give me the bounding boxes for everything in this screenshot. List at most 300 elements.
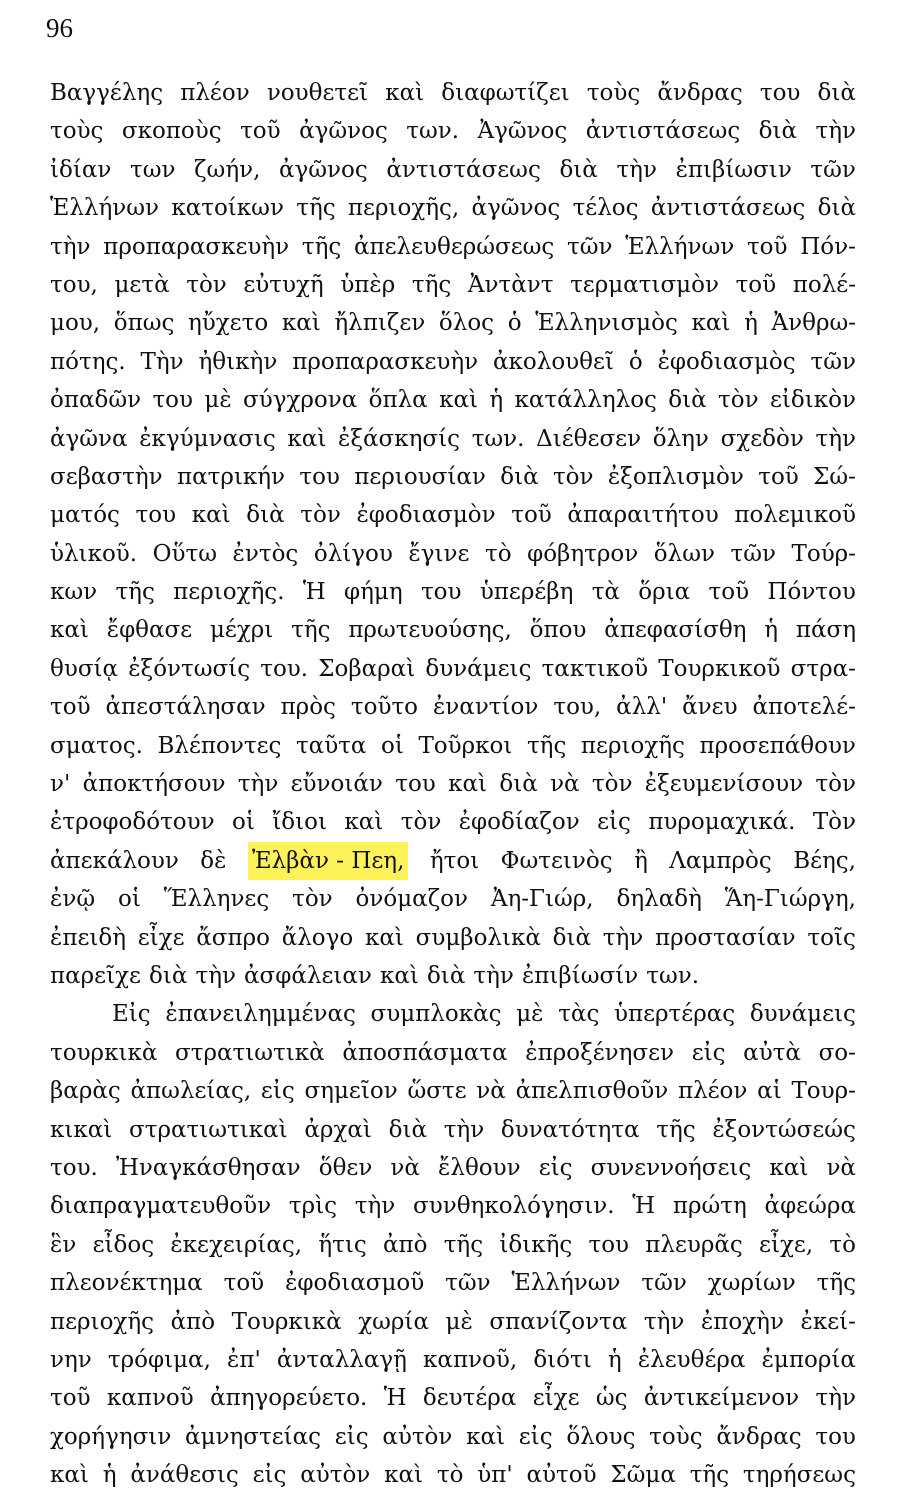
word: των. bbox=[471, 425, 525, 452]
word: αὐτοῦ bbox=[526, 1462, 597, 1489]
text-line bbox=[50, 1034, 856, 1072]
word: διὰ bbox=[388, 1116, 427, 1143]
word: ἀντιστάσεως bbox=[386, 156, 541, 183]
page-number: 96 bbox=[46, 13, 73, 43]
word: Ἡ bbox=[302, 579, 326, 606]
word: φόβητρον bbox=[527, 540, 639, 567]
word: καὶ bbox=[50, 617, 89, 644]
word: τῆς bbox=[115, 579, 155, 606]
word: προπαρασκευὴν bbox=[103, 233, 290, 260]
word: διὰ bbox=[817, 195, 856, 222]
word: Τούρ- bbox=[791, 540, 856, 567]
word: τὴν bbox=[602, 924, 644, 951]
word: κατοίκων bbox=[171, 195, 284, 222]
word: ἢ bbox=[634, 847, 648, 874]
word: εἰς bbox=[538, 1154, 573, 1181]
word: μετὰ bbox=[114, 271, 170, 298]
word: χωρίων bbox=[707, 1270, 796, 1297]
word: ὑλικοῦ. bbox=[50, 540, 138, 567]
word: νὰ bbox=[390, 1154, 420, 1181]
word: καὶ bbox=[50, 1462, 89, 1489]
word: Ἀνθρω- bbox=[771, 310, 856, 337]
word: ἀποκτήσουν bbox=[82, 771, 226, 798]
word: τῶν bbox=[730, 540, 776, 567]
word: ἀπεστάλησαν bbox=[105, 694, 266, 721]
word: τοῖς bbox=[807, 924, 856, 951]
word: ἐφοδιασμοῦ bbox=[285, 1270, 425, 1297]
word: Οὕτω bbox=[152, 540, 217, 567]
word: καὶ bbox=[344, 809, 384, 836]
word: τὴν bbox=[50, 233, 91, 260]
word: καπνοῦ, bbox=[423, 1346, 518, 1373]
word: συνεννοήσεις bbox=[590, 1154, 752, 1181]
word: ὀνόμαζον bbox=[355, 886, 468, 913]
word: αὐτὸν bbox=[382, 1423, 453, 1450]
word: ὅλος bbox=[438, 310, 495, 337]
word: τοῦ bbox=[746, 233, 788, 260]
word: τοῦ bbox=[50, 694, 91, 721]
word: διότι bbox=[533, 1346, 592, 1373]
word: ἄνδρας bbox=[716, 1423, 802, 1450]
word: ἴδιοι bbox=[272, 809, 328, 836]
word: διὰ bbox=[668, 387, 707, 414]
word: ἐτροφοδότουν bbox=[50, 809, 215, 836]
word: του, bbox=[553, 694, 602, 721]
word: ἄλογο bbox=[281, 924, 354, 951]
word: τοῦ bbox=[240, 118, 281, 145]
word: ἰδίαν bbox=[50, 156, 112, 183]
word: ζωήν, bbox=[194, 156, 261, 183]
word: ἐκεχειρίας, bbox=[170, 1231, 303, 1258]
word: ἐπειδὴ bbox=[50, 924, 127, 951]
word: τῶν bbox=[567, 233, 613, 260]
word: καὶ bbox=[466, 1423, 506, 1450]
word: διὰ bbox=[559, 156, 598, 183]
text-line bbox=[50, 650, 856, 688]
word: ἡ bbox=[607, 1346, 622, 1373]
word: δευτέρα bbox=[422, 1385, 517, 1412]
text-line bbox=[50, 535, 856, 573]
word: διὰ bbox=[149, 962, 188, 989]
word: Ἡ bbox=[383, 1385, 407, 1412]
word: Πόν- bbox=[800, 233, 856, 260]
word: ἐναντίον bbox=[432, 694, 539, 721]
word: σματος. bbox=[50, 732, 143, 759]
word: εἰς bbox=[597, 809, 631, 836]
word: ἀντιστάσεως bbox=[585, 118, 741, 145]
word: περιοχῆς bbox=[580, 732, 685, 759]
word: Ἀη-Γιώρ, bbox=[490, 886, 594, 913]
word: τρόφιμα, bbox=[107, 1346, 211, 1373]
text-line bbox=[50, 919, 856, 957]
word: ὁ bbox=[628, 348, 643, 375]
word: σκοποὺς bbox=[121, 118, 222, 145]
word: πολεμικοῦ bbox=[734, 502, 856, 529]
word: ἀποτελέ- bbox=[752, 694, 856, 721]
word: διὰ bbox=[500, 463, 539, 490]
word: ἀγῶνα bbox=[50, 425, 128, 452]
word: οἱ bbox=[381, 732, 404, 759]
word: τὴν bbox=[643, 1308, 685, 1335]
word: περιοχῆς, bbox=[347, 195, 460, 222]
text-line bbox=[50, 496, 856, 534]
word: των bbox=[130, 156, 176, 183]
word: ὅρια bbox=[638, 579, 691, 606]
word: Τουρκικοῦ bbox=[658, 655, 781, 682]
text-line bbox=[50, 880, 856, 918]
word: του bbox=[588, 1231, 630, 1258]
word: φήμη bbox=[343, 579, 403, 606]
word: ἀπηγορεύετο. bbox=[210, 1385, 368, 1412]
word: ὅπου bbox=[529, 617, 587, 644]
word: αἱ bbox=[757, 1078, 782, 1105]
word: ἀρχαὶ bbox=[304, 1116, 372, 1143]
text-line bbox=[50, 1303, 856, 1341]
word: ἀπὸ bbox=[382, 1231, 428, 1258]
word: διὰ bbox=[499, 771, 538, 798]
word: τῶν bbox=[810, 156, 856, 183]
word: τῆς bbox=[291, 617, 331, 644]
word: τῆς bbox=[443, 1231, 484, 1258]
word: ὑπ' bbox=[477, 1462, 513, 1489]
word: προσεπάθουν bbox=[699, 732, 856, 759]
text-line bbox=[50, 1111, 856, 1149]
word: ὅλην bbox=[652, 425, 709, 452]
word: νουθετεῖ bbox=[266, 80, 369, 106]
word: προστασίαν bbox=[654, 924, 796, 951]
word: πλευρᾶς bbox=[645, 1231, 743, 1258]
word: του bbox=[135, 502, 177, 529]
word: των. bbox=[646, 962, 700, 989]
word: τὸν bbox=[591, 771, 633, 798]
word: παρεῖχε bbox=[50, 962, 141, 989]
word: ἐπροξένησεν bbox=[525, 1039, 675, 1066]
text-line bbox=[50, 458, 856, 496]
text-line bbox=[50, 151, 856, 189]
word: δυνάμεις bbox=[425, 655, 532, 682]
word: πρωτευούσης, bbox=[348, 617, 512, 644]
word: του, bbox=[50, 271, 98, 298]
word: συμπλοκὰς bbox=[370, 1001, 502, 1028]
word: ἡ bbox=[764, 617, 779, 644]
word: ὀλίγου bbox=[313, 540, 393, 567]
word: τὰ bbox=[591, 579, 620, 606]
word: τοῦ bbox=[708, 579, 750, 606]
word: ἐλευθέρα bbox=[637, 1346, 746, 1373]
text-line bbox=[50, 957, 856, 995]
word: τὸν bbox=[815, 771, 856, 798]
word: του bbox=[815, 1423, 856, 1450]
word: μέχρι bbox=[209, 617, 274, 644]
word: καὶ bbox=[364, 924, 404, 951]
word: ἐφοδιασμὸς bbox=[657, 348, 796, 375]
word: τὴν bbox=[195, 962, 236, 989]
word: ὑπερέβη bbox=[479, 579, 574, 606]
word: τοὺς bbox=[50, 118, 104, 145]
word: τῆς bbox=[816, 1270, 856, 1297]
word: χωρία bbox=[358, 1308, 429, 1335]
word: εὐτυχῆ bbox=[243, 271, 324, 298]
text-line bbox=[50, 1456, 856, 1494]
word: Ἀντὰντ bbox=[467, 271, 554, 298]
word: εἶχε bbox=[532, 1385, 580, 1412]
word: ἀγῶνος bbox=[279, 156, 368, 183]
text-line bbox=[50, 1418, 856, 1456]
word: χορήγησιν bbox=[50, 1423, 172, 1450]
text-line bbox=[50, 189, 856, 227]
word: ἀπελπισθοῦν bbox=[515, 1078, 669, 1105]
word: τὴν bbox=[473, 962, 514, 989]
text-line bbox=[50, 228, 856, 266]
word: ὁ bbox=[507, 310, 522, 337]
word: βαρὰς bbox=[50, 1078, 121, 1105]
word: ἤλπιζεν bbox=[334, 310, 426, 337]
word: ὡς bbox=[595, 1385, 628, 1412]
text-line bbox=[50, 1379, 856, 1417]
word: νην bbox=[50, 1346, 92, 1373]
body-text bbox=[50, 74, 856, 1494]
word: καὶ bbox=[691, 310, 731, 337]
word: τὸν bbox=[718, 387, 759, 414]
word: Τοῦρκοι bbox=[418, 732, 513, 759]
word: τὸν bbox=[300, 502, 341, 529]
word: καπνοῦ bbox=[106, 1385, 194, 1412]
paragraph bbox=[50, 995, 856, 1494]
word: Βέης, bbox=[793, 847, 856, 874]
word: ἀγῶνος bbox=[471, 195, 561, 222]
text-line bbox=[50, 1264, 856, 1302]
word: τῆς bbox=[411, 271, 452, 298]
word: σο- bbox=[818, 1039, 856, 1066]
word: τοῦ bbox=[223, 1270, 265, 1297]
word: καὶ bbox=[281, 310, 321, 337]
word: Σῶμα bbox=[610, 1462, 676, 1489]
word: πλέον bbox=[180, 80, 250, 106]
word: ἀπωλείας, bbox=[130, 1078, 252, 1105]
word: δυνάμεις bbox=[749, 1001, 856, 1028]
word: δυνατότητα bbox=[500, 1116, 640, 1143]
word: πότης. bbox=[50, 348, 126, 375]
word: αὐτὸν bbox=[300, 1462, 371, 1489]
word: κικαὶ bbox=[50, 1116, 113, 1143]
word: ἄσπρο bbox=[196, 924, 270, 951]
word: εἰς bbox=[252, 1462, 287, 1489]
word: ἀφεώρα bbox=[764, 1193, 856, 1220]
word: πατρικήν bbox=[176, 463, 286, 490]
word: ἔλθουν bbox=[438, 1154, 521, 1181]
word: ἐφοδίαζον bbox=[458, 809, 580, 836]
word: τῶν bbox=[641, 1270, 687, 1297]
word: ἀνταλλαγῇ bbox=[276, 1346, 407, 1373]
word: περιοχῆς. bbox=[173, 579, 285, 606]
word: προπαρασκευὴν bbox=[292, 348, 479, 375]
word: αὐτὰ bbox=[743, 1039, 801, 1066]
word: Ἑλληνισμὸς bbox=[535, 310, 678, 337]
word: ἡ bbox=[744, 310, 758, 337]
word: ὅλων bbox=[653, 540, 715, 567]
word: τῶν bbox=[810, 348, 856, 375]
word: ὥστε bbox=[407, 1078, 467, 1105]
word: εὔνοιάν bbox=[290, 771, 383, 798]
word: του bbox=[152, 387, 194, 414]
word: του bbox=[395, 771, 436, 798]
word: Ἅη-Γιώργη, bbox=[724, 886, 856, 913]
text-line bbox=[50, 803, 856, 841]
word: τὴν bbox=[815, 118, 856, 145]
word: ὀπαδῶν bbox=[50, 387, 142, 414]
word: ἔγινε bbox=[408, 540, 470, 567]
word: σύγχρονα bbox=[243, 387, 358, 414]
word: Βαγγέλης bbox=[50, 80, 164, 106]
word: διὰ bbox=[552, 924, 592, 951]
word: του. bbox=[260, 655, 309, 682]
word: ἀπὸ bbox=[170, 1308, 216, 1335]
word: συνθηκολόγησιν. bbox=[413, 1193, 615, 1220]
word: ὅπως bbox=[113, 310, 175, 337]
word: ἐπιβίωσίν bbox=[521, 962, 639, 989]
word: ἡ bbox=[489, 387, 504, 414]
word: εἰς bbox=[518, 1423, 553, 1450]
word: ἀσφάλειαν bbox=[244, 962, 372, 989]
word: ἀπελευθερώσεως bbox=[353, 233, 555, 260]
word: ἐξοντώσεώς bbox=[712, 1116, 856, 1143]
word: καὶ bbox=[769, 1154, 809, 1181]
word: τὸ bbox=[829, 1231, 856, 1258]
word: των. bbox=[406, 118, 460, 145]
word: Ἑλλήνων bbox=[625, 233, 735, 260]
word: κων bbox=[50, 579, 98, 606]
word: ἀντιστάσεως bbox=[650, 195, 806, 222]
word: ἀγῶνος bbox=[299, 118, 388, 145]
word: σχεδὸν bbox=[720, 425, 804, 452]
word: τῆς bbox=[656, 1116, 696, 1143]
word: τακτικοῦ bbox=[541, 655, 649, 682]
word: Ἀγῶνος bbox=[477, 118, 568, 145]
word: Σοβαραὶ bbox=[318, 655, 416, 682]
word: Τὸν bbox=[812, 809, 856, 836]
word: ἠθικὴν bbox=[198, 348, 278, 375]
text-line bbox=[50, 1149, 856, 1187]
word: ἀπεκάλουν bbox=[50, 847, 179, 874]
text-line bbox=[50, 343, 856, 381]
word: διαφωτίζει bbox=[441, 80, 570, 106]
word: τοῦτο bbox=[350, 694, 419, 721]
word: ἐμπορία bbox=[761, 1346, 856, 1373]
word: νὰ bbox=[826, 1154, 856, 1181]
text-line bbox=[50, 611, 856, 649]
word: τὴν bbox=[354, 1193, 396, 1220]
word: ἀμνηστείας bbox=[185, 1423, 322, 1450]
word: καὶ bbox=[385, 80, 425, 106]
text-line bbox=[50, 112, 856, 150]
word: ἐξοπλισμὸν bbox=[607, 463, 744, 490]
word: ἀπαραιτήτου bbox=[567, 502, 719, 529]
word: τὴν bbox=[237, 771, 279, 798]
text-line bbox=[50, 573, 856, 611]
word: πολέ- bbox=[792, 271, 856, 298]
word: Τουρ- bbox=[791, 1078, 856, 1105]
word: τῆς bbox=[526, 732, 567, 759]
text-line bbox=[50, 1072, 856, 1110]
word: τοῦ bbox=[50, 1385, 91, 1412]
word: μὲ bbox=[204, 387, 232, 414]
word: Σώ- bbox=[813, 463, 856, 490]
word: ὅθεν bbox=[318, 1154, 373, 1181]
word: ἀλλ' bbox=[616, 694, 668, 721]
word: του. bbox=[50, 1154, 98, 1181]
word: τέλος bbox=[572, 195, 639, 222]
word: Πόντου bbox=[767, 579, 856, 606]
word: τὴν bbox=[443, 1116, 485, 1143]
word: τερματισμὸν bbox=[570, 271, 719, 298]
word: μου, bbox=[50, 310, 101, 337]
word: ἄνδρας bbox=[657, 80, 743, 106]
word: διὰ bbox=[246, 502, 285, 529]
word: ἐπ' bbox=[227, 1346, 261, 1373]
word: τὴν bbox=[815, 425, 856, 452]
word: ἀκολουθεῖ bbox=[493, 348, 614, 375]
word: συμβολικὰ bbox=[415, 924, 541, 951]
word: ἐξάσκησίς bbox=[338, 425, 461, 452]
word: τὸ bbox=[436, 1462, 464, 1489]
word: ἀνάθεσις bbox=[130, 1462, 239, 1489]
word: ἤτοι bbox=[429, 847, 480, 874]
word: στρατιωτικαὶ bbox=[129, 1116, 288, 1143]
word: εἰς bbox=[691, 1039, 726, 1066]
word: εἶχε bbox=[137, 924, 185, 951]
word: πάση bbox=[795, 617, 856, 644]
text-line bbox=[50, 688, 856, 726]
word: τοῦ bbox=[511, 502, 552, 529]
word: ἐνῷ bbox=[50, 886, 96, 913]
word: τὴν bbox=[616, 156, 657, 183]
word: καὶ bbox=[439, 387, 479, 414]
word: τὸν bbox=[400, 809, 442, 836]
word: Ἕλληνες bbox=[163, 886, 270, 913]
word: περιουσίαν bbox=[354, 463, 486, 490]
word: δὲ bbox=[200, 847, 227, 874]
word: τὰς bbox=[558, 1001, 600, 1028]
word: τηρήσεως bbox=[742, 1462, 856, 1489]
text-line bbox=[50, 765, 856, 803]
word: τὸν bbox=[186, 271, 227, 298]
word: ἐπιβίωσιν bbox=[675, 156, 792, 183]
word: τρὶς bbox=[288, 1193, 337, 1220]
word: ἐπανειλημμένας bbox=[165, 1001, 356, 1028]
word: τοῦ bbox=[758, 463, 799, 490]
word: περιοχῆς bbox=[50, 1308, 155, 1335]
word: ἡ bbox=[102, 1462, 117, 1489]
word: του bbox=[299, 463, 340, 490]
word: τῆς bbox=[301, 233, 342, 260]
word: καὶ bbox=[379, 962, 419, 989]
word: μὲ bbox=[445, 1308, 473, 1335]
word: πλεονέκτημα bbox=[50, 1270, 203, 1297]
word: εἶχε, bbox=[759, 1231, 814, 1258]
word: ὅλους bbox=[566, 1423, 636, 1450]
text-line bbox=[50, 842, 856, 880]
word: Τὴν bbox=[140, 348, 184, 375]
word: Βλέποντες bbox=[157, 732, 282, 759]
word: ηὔχετο bbox=[187, 310, 269, 337]
word: οἱ bbox=[117, 886, 141, 913]
word: ὑπερτέρας bbox=[614, 1001, 736, 1028]
word: πρὸς bbox=[280, 694, 336, 721]
word: ἐκεί- bbox=[800, 1308, 856, 1335]
text-line bbox=[50, 727, 856, 765]
word: Ἑλλήνων bbox=[511, 1270, 621, 1297]
word: Λαμπρὸς bbox=[669, 847, 772, 874]
